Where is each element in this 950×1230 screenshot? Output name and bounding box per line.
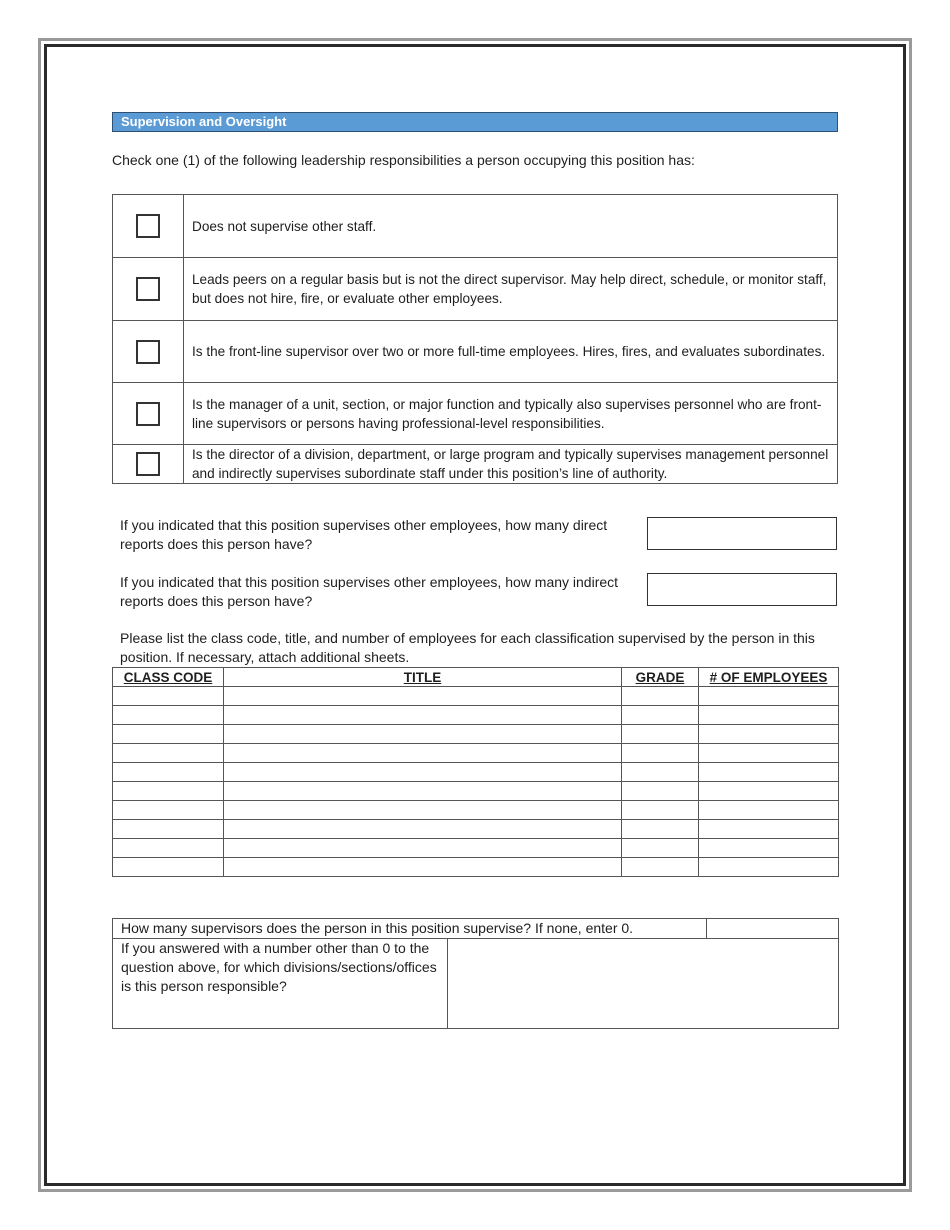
- option-text: Is the front-line supervisor over two or more full-time employees. Hires, fires, and evaluates subordinates.: [184, 321, 838, 383]
- table-row: [113, 687, 839, 706]
- classification-table: [112, 667, 839, 877]
- supervisors-followup-input[interactable]: [448, 939, 839, 1029]
- option-text: Does not supervise other staff.: [184, 195, 838, 258]
- option-row: [113, 258, 838, 321]
- title-cell[interactable]: [224, 839, 622, 858]
- grade-cell[interactable]: [622, 782, 699, 801]
- num-employees-cell[interactable]: [699, 782, 839, 801]
- grade-cell[interactable]: [622, 744, 699, 763]
- grade-cell[interactable]: [622, 839, 699, 858]
- option-row: [113, 445, 838, 484]
- option-row: [113, 383, 838, 445]
- num-employees-cell[interactable]: [699, 706, 839, 725]
- class-code-cell[interactable]: [113, 801, 224, 820]
- supervisors-followup-question: If you answered with a number other than 0 to the question above, for which divisions/sections/offices is this person responsible?: [113, 939, 448, 1029]
- indirect-reports-input[interactable]: [647, 573, 837, 606]
- table-row: [113, 801, 839, 820]
- class-code-cell[interactable]: [113, 820, 224, 839]
- title-cell[interactable]: [224, 744, 622, 763]
- option-checkbox[interactable]: [136, 340, 160, 364]
- table-row: [113, 839, 839, 858]
- title-cell[interactable]: [224, 706, 622, 725]
- supervisors-count-row: [113, 919, 839, 939]
- supervisors-table: [112, 918, 839, 1029]
- supervisors-count-input[interactable]: [707, 919, 839, 939]
- class-code-cell[interactable]: [113, 839, 224, 858]
- classification-list-intro: Please list the class code, title, and number of employees for each classification supervised by the person in this position. If necessary, attach additional sheets.: [120, 630, 815, 665]
- num-employees-cell[interactable]: [699, 839, 839, 858]
- grade-cell[interactable]: [622, 706, 699, 725]
- class-code-cell[interactable]: [113, 858, 224, 877]
- class-code-cell[interactable]: [113, 763, 224, 782]
- title-cell[interactable]: [224, 820, 622, 839]
- option-text: Is the director of a division, department, or large program and typically supervises management personnel and indirectly supervises subordinate staff under this position’s line of authority.: [184, 445, 838, 484]
- table-row: [113, 858, 839, 877]
- class-code-cell[interactable]: [113, 744, 224, 763]
- title-cell[interactable]: [224, 763, 622, 782]
- header-num-employees: # OF EMPLOYEES: [699, 668, 839, 687]
- indirect-reports-question: If you indicated that this position supervises other employees, how many indirect reports does this person have?: [120, 574, 619, 609]
- table-row: [113, 763, 839, 782]
- direct-reports-input[interactable]: [647, 517, 837, 550]
- option-row: [113, 321, 838, 383]
- num-employees-cell[interactable]: [699, 744, 839, 763]
- header-title: TITLE: [224, 668, 622, 687]
- grade-cell[interactable]: [622, 725, 699, 744]
- table-row: [113, 782, 839, 801]
- num-employees-cell[interactable]: [699, 687, 839, 706]
- option-text: Is the manager of a unit, section, or major function and typically also supervises personnel who are front-line supervisors or persons having professional-level responsibilities.: [184, 383, 838, 445]
- class-code-cell[interactable]: [113, 706, 224, 725]
- class-code-cell[interactable]: [113, 687, 224, 706]
- instruction-text: Check one (1) of the following leadership responsibilities a person occupying this position has:: [112, 152, 695, 168]
- num-employees-cell[interactable]: [699, 858, 839, 877]
- option-text: Leads peers on a regular basis but is not the direct supervisor. May help direct, schedule, or monitor staff, but does not hire, fire, or evaluate other employees.: [184, 258, 838, 321]
- grade-cell[interactable]: [622, 858, 699, 877]
- grade-cell[interactable]: [622, 687, 699, 706]
- title-cell[interactable]: [224, 801, 622, 820]
- title-cell[interactable]: [224, 858, 622, 877]
- direct-reports-question: If you indicated that this position supervises other employees, how many direct reports does this person have?: [120, 517, 608, 552]
- table-row: [113, 820, 839, 839]
- table-row: [113, 725, 839, 744]
- num-employees-cell[interactable]: [699, 763, 839, 782]
- section-title: Supervision and Oversight: [112, 112, 838, 132]
- option-checkbox[interactable]: [136, 452, 160, 476]
- grade-cell[interactable]: [622, 820, 699, 839]
- option-checkbox[interactable]: [136, 277, 160, 301]
- title-cell[interactable]: [224, 687, 622, 706]
- header-class-code: CLASS CODE: [113, 668, 224, 687]
- leadership-options-table: [112, 194, 838, 484]
- grade-cell[interactable]: [622, 801, 699, 820]
- table-row: [113, 744, 839, 763]
- title-cell[interactable]: [224, 725, 622, 744]
- supervisors-followup-row: [113, 939, 839, 1029]
- grade-cell[interactable]: [622, 763, 699, 782]
- num-employees-cell[interactable]: [699, 820, 839, 839]
- option-checkbox[interactable]: [136, 402, 160, 426]
- option-checkbox[interactable]: [136, 214, 160, 238]
- class-code-cell[interactable]: [113, 782, 224, 801]
- title-cell[interactable]: [224, 782, 622, 801]
- option-row: [113, 195, 838, 258]
- num-employees-cell[interactable]: [699, 725, 839, 744]
- class-code-cell[interactable]: [113, 725, 224, 744]
- supervisors-count-question: How many supervisors does the person in this position supervise? If none, enter 0.: [113, 919, 707, 939]
- header-grade: GRADE: [622, 668, 699, 687]
- table-row: [113, 706, 839, 725]
- num-employees-cell[interactable]: [699, 801, 839, 820]
- table-header-row: [113, 668, 839, 687]
